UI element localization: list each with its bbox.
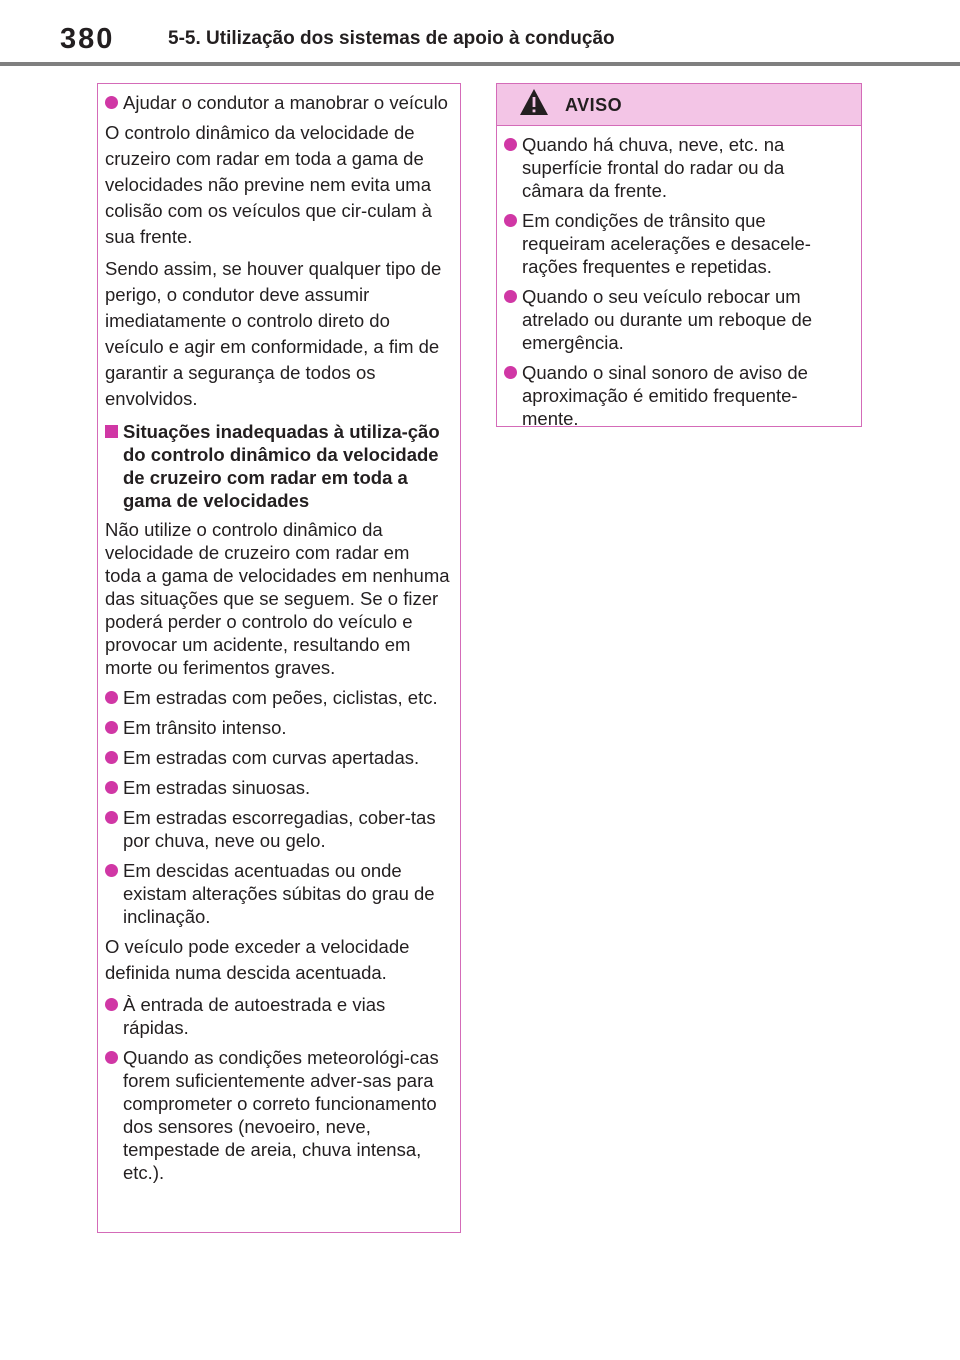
bullet-dot-icon <box>105 721 118 734</box>
bullet-dot-icon <box>504 138 517 151</box>
section-title: 5-5. Utilização dos sistemas de apoio à condução <box>168 28 615 49</box>
bullet-text: Em condições de trânsito que requeiram acelerações e desacele-rações frequentes e repetidas. <box>522 210 811 277</box>
bullet-text: Em estradas com curvas apertadas. <box>123 747 420 768</box>
bullet-dot-icon <box>105 811 118 824</box>
list-item <box>504 133 849 202</box>
list-item <box>105 806 450 852</box>
bullet-text: Em estradas sinuosas. <box>123 777 311 798</box>
bullet-text: Ajudar o condutor a manobrar o veículo <box>123 92 448 113</box>
bullet-dot-icon <box>504 290 517 303</box>
warning-content <box>504 126 849 430</box>
bullet-text: Quando as condições meteorológi-cas forem suficientemente adver-sas para comprometer o correto funcionamento dos sensores (nevoeiro, neve, tempestade de areia, chuva intensa, etc.). <box>123 1047 439 1183</box>
square-bullet-icon <box>105 425 118 438</box>
warning-triangle-icon <box>519 88 549 116</box>
subsection-heading-text: Situações inadequadas à utiliza-ção do controlo dinâmico da velocidade de cruzeiro com radar em toda a gama de velocidades <box>123 421 440 511</box>
paragraph: O veículo pode exceder a velocidade definida numa descida acentuada. <box>105 936 410 983</box>
bullet-text: Em descidas acentuadas ou onde existam alterações súbitas do grau de inclinação. <box>123 860 435 927</box>
paragraph: Não utilize o controlo dinâmico da velocidade de cruzeiro com radar em toda a gama de velocidades em nenhuma das situações que se seguem. Se o fizer poderá perder o controlo do veículo e provocar um acidente, resultando em morte ou ferimentos graves. <box>105 519 450 678</box>
bullet-dot-icon <box>504 366 517 379</box>
bullet-dot-icon <box>105 96 118 109</box>
warning-title: AVISO <box>565 95 623 115</box>
bullet-text: À entrada de autoestrada e vias rápidas. <box>123 994 386 1038</box>
list-item <box>105 776 450 799</box>
list-item <box>504 361 849 430</box>
list-item <box>105 686 450 709</box>
header-divider <box>0 62 960 66</box>
list-item <box>105 1046 450 1184</box>
warning-header <box>497 84 861 126</box>
list-item <box>105 716 450 739</box>
bullet-text: Em estradas com peões, ciclistas, etc. <box>123 687 438 708</box>
page-number: 380 <box>60 23 115 55</box>
left-box-content <box>105 84 450 1184</box>
paragraph: Sendo assim, se houver qualquer tipo de perigo, o condutor deve assumir imediatamente o controlo direto do veículo e agir em conformidade, a fim de garantir a segurança de todos os envolvidos. <box>105 258 442 409</box>
warning-box <box>496 83 862 427</box>
list-item <box>105 859 450 928</box>
bullet-dot-icon <box>105 1051 118 1064</box>
left-caution-box <box>97 83 461 1233</box>
bullet-dot-icon <box>105 781 118 794</box>
bullet-dot-icon <box>105 998 118 1011</box>
bullet-text: Quando o sinal sonoro de aviso de aproximação é emitido frequente-mente. <box>522 362 808 429</box>
bullet-dot-icon <box>504 214 517 227</box>
bullet-text: Quando há chuva, neve, etc. na superfície frontal do radar ou da câmara da frente. <box>522 134 785 201</box>
bullet-dot-icon <box>105 691 118 704</box>
list-item <box>105 746 450 769</box>
bullet-dot-icon <box>105 864 118 877</box>
bullet-dot-icon <box>105 751 118 764</box>
bullet-text: Em trânsito intenso. <box>123 717 287 738</box>
paragraph: O controlo dinâmico da velocidade de cruzeiro com radar em toda a gama de velocidades não previne nem evita uma colisão com os veículos que cir-culam à sua frente. <box>105 122 432 247</box>
subsection-heading <box>105 420 450 512</box>
list-item <box>504 285 849 354</box>
page-header <box>0 0 960 66</box>
bullet-text: Quando o seu veículo rebocar um atrelado ou durante um reboque de emergência. <box>522 286 813 353</box>
list-item <box>504 209 849 278</box>
bullet-text: Em estradas escorregadias, cober-tas por chuva, neve ou gelo. <box>123 807 436 851</box>
list-item <box>105 993 450 1039</box>
list-item <box>105 91 450 114</box>
